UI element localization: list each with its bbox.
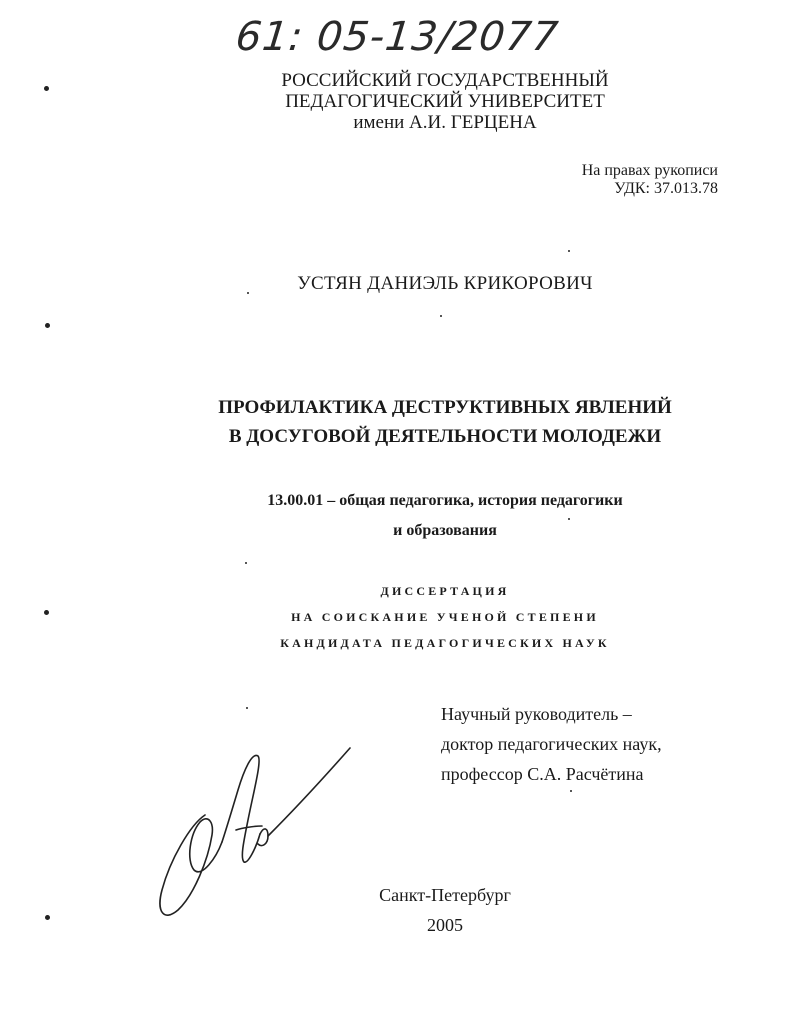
archive-code: 61: 05-13/2077 [233,14,562,60]
supervisor-line-3: профессор С.А. Расчётина [441,764,644,784]
author-name: УСТЯН ДАНИЭЛЬ КРИКОРОВИЧ [297,273,593,294]
university-line-3: имени А.И. ГЕРЦЕНА [353,112,537,133]
scan-dot [44,86,49,91]
degree-statement [150,578,740,656]
title-line-1: ПРОФИЛАКТИКА ДЕСТРУКТИВНЫХ ЯВЛЕНИЙ [218,397,672,418]
scan-dot [247,292,249,294]
rights-line: На правах рукописи [581,162,718,179]
scan-dot [246,707,248,709]
scan-dot [45,323,50,328]
university-header [150,70,740,133]
degree-line-2: НА СОИСКАНИЕ УЧЕНОЙ СТЕПЕНИ [291,610,599,624]
university-line-2: ПЕДАГОГИЧЕСКИЙ УНИВЕРСИТЕТ [285,91,605,112]
dissertation-title [150,393,740,451]
city-year [150,880,740,940]
scan-dot [568,250,570,252]
scan-dot [568,518,570,520]
supervisor-block [441,699,662,789]
scan-dot [45,915,50,920]
degree-line-1: ДИССЕРТАЦИЯ [380,584,510,598]
year: 2005 [427,915,463,935]
scan-dot [440,315,442,317]
udc-code: УДК: 37.013.78 [614,180,718,197]
manuscript-rights [582,162,718,198]
supervisor-line-1: Научный руководитель – [441,704,632,724]
specialty-line-2: и образования [393,522,497,539]
scan-dot [570,790,572,792]
scan-dot [245,562,247,564]
degree-line-3: КАНДИДАТА ПЕДАГОГИЧЕСКИХ НАУК [280,636,610,650]
scan-dot [44,610,49,615]
university-line-1: РОССИЙСКИЙ ГОСУДАРСТВЕННЫЙ [281,70,609,91]
specialty-line-1: 13.00.01 – общая педагогика, история педагогики [267,492,623,509]
supervisor-line-2: доктор педагогических наук, [441,734,662,754]
title-line-2: В ДОСУГОВОЙ ДЕЯТЕЛЬНОСТИ МОЛОДЕЖИ [228,426,662,447]
city: Санкт-Петербург [379,885,511,905]
specialty [150,486,740,546]
